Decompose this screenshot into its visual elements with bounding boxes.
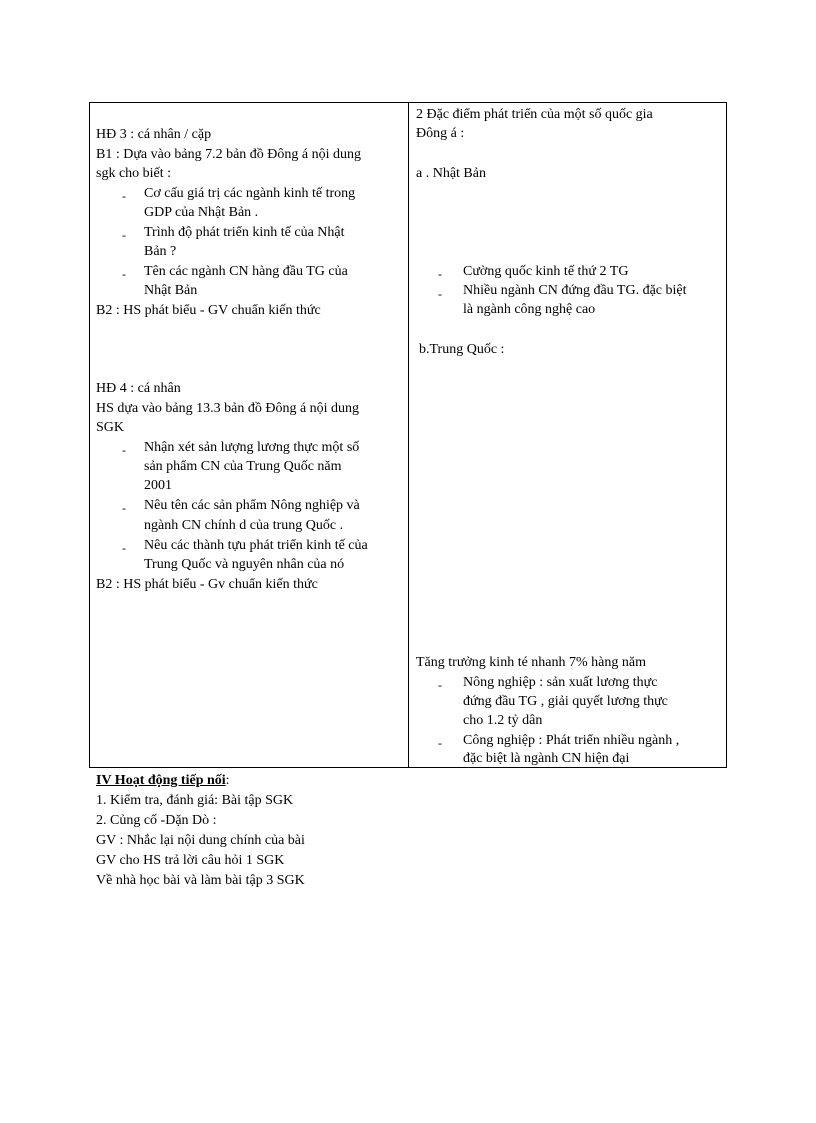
hd4-intro-line1: HS dựa vào bảng 13.3 bản đồ Đông á nội dung	[96, 401, 360, 416]
section-heading-line2: Đông á :	[416, 126, 465, 141]
hd4-item3-line2: Trung Quốc và nguyên nhân của nó	[144, 557, 345, 572]
hd3-b1-line2: sgk cho biết :	[96, 166, 172, 181]
bullet-icon: -	[122, 189, 126, 203]
china-title: b.Trung Quốc :	[419, 342, 505, 357]
bullet-icon: -	[122, 501, 126, 515]
japan-item2-line2: là ngành công nghệ cao	[463, 302, 596, 317]
hd3-item3-line1: Tên các ngành CN hàng đầu TG của	[144, 264, 348, 279]
closing-line1: 1. Kiểm tra, đánh giá: Bài tập SGK	[96, 793, 294, 808]
japan-item1: Cường quốc kinh tế thứ 2 TG	[463, 264, 629, 279]
lesson-table	[89, 102, 727, 768]
column-divider	[408, 103, 409, 767]
china-item2-line2: đặc biệt là ngành CN hiện đại	[463, 751, 630, 766]
bullet-icon: -	[438, 736, 442, 750]
bullet-icon: -	[438, 287, 442, 301]
hd4-item2-line2: ngành CN chính d của trung Quốc .	[144, 518, 344, 533]
china-item2-line1: Công nghiệp : Phát triển nhiều ngành ,	[463, 733, 680, 748]
closing-line5: Về nhà học bài và làm bài tập 3 SGK	[96, 873, 305, 888]
bullet-icon: -	[438, 267, 442, 281]
hd4-item1-line2: sản phẩm CN của Trung Quốc năm	[144, 459, 342, 474]
japan-title: a . Nhật Bản	[416, 166, 486, 181]
china-item1-line3: cho 1.2 tỷ dân	[463, 713, 543, 728]
hd3-item2-line2: Bản ?	[144, 244, 177, 259]
japan-item2-line1: Nhiều ngành CN đứng đầu TG. đặc biệt	[463, 283, 687, 298]
closing-line2: 2. Củng cố -Dặn Dò :	[96, 813, 217, 828]
hd3-item1-line2: GDP của Nhật Bản .	[144, 205, 259, 220]
china-item1-line2: đứng đầu TG , giải quyết lương thực	[463, 694, 668, 709]
china-item1-line1: Nông nghiệp : sản xuất lương thực	[463, 675, 658, 690]
closing-heading	[96, 771, 305, 791]
hd3-item1-line1: Cơ cấu giá trị các ngành kinh tế trong	[144, 186, 356, 201]
closing-heading-text: IV Hoạt động tiếp nối	[96, 773, 226, 788]
bullet-icon: -	[122, 443, 126, 457]
hd4-intro-line2: SGK	[96, 420, 125, 435]
closing-line3: GV : Nhắc lại nội dung chính của bài	[96, 833, 305, 848]
hd4-item3-line1: Nêu các thành tựu phát triển kinh tế của	[144, 538, 368, 553]
section-heading-line1: 2 Đặc điểm phát triển của một số quốc gia	[416, 107, 653, 122]
china-growth: Tăng trưởng kinh té nhanh 7% hàng năm	[416, 655, 646, 670]
bullet-icon: -	[122, 541, 126, 555]
hd4-title: HĐ 4 : cá nhân	[96, 381, 181, 396]
bullet-icon: -	[122, 267, 126, 281]
bullet-icon: -	[438, 678, 442, 692]
closing-line4: GV cho HS trả lời câu hỏi 1 SGK	[96, 853, 285, 868]
hd3-title: HĐ 3 : cá nhân / cặp	[96, 127, 212, 142]
bullet-icon: -	[122, 228, 126, 242]
hd4-item1-line3: 2001	[144, 478, 172, 493]
hd3-item2-line1: Trình độ phát triển kinh tế của Nhật	[144, 225, 345, 240]
closing-section	[96, 771, 305, 891]
hd4-b2: B2 : HS phát biểu - Gv chuẩn kiến thức	[96, 577, 318, 592]
hd4-item2-line1: Nêu tên các sản phẩm Nông nghiệp và	[144, 498, 360, 513]
hd4-item1-line1: Nhận xét sản lượng lương thực một số	[144, 440, 360, 455]
hd3-b1-line1: B1 : Dựa vào bảng 7.2 bản đồ Đông á nội dung	[96, 147, 361, 162]
closing-heading-suffix: :	[225, 773, 230, 788]
hd3-item3-line2: Nhật Bản	[144, 283, 198, 298]
hd3-b2: B2 : HS phát biểu - GV chuẩn kiến thức	[96, 303, 321, 318]
